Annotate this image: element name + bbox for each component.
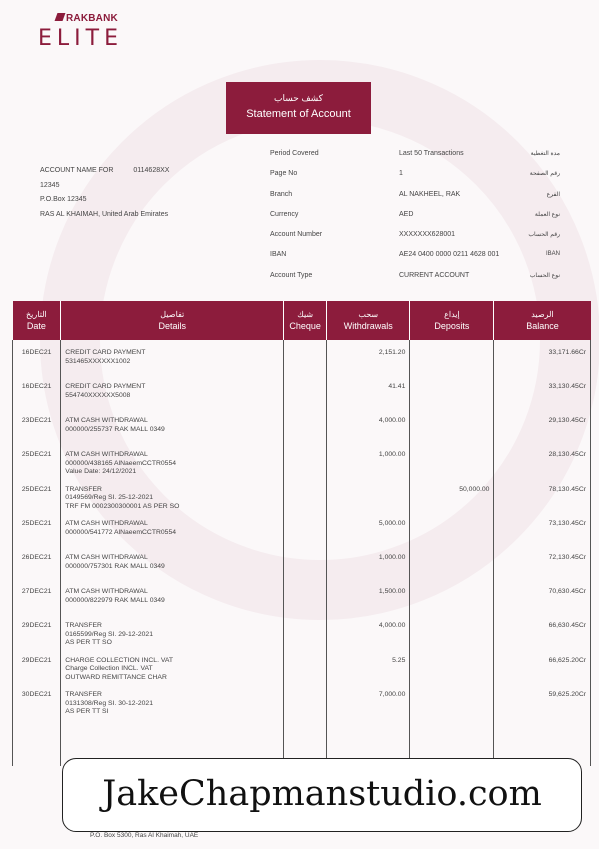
details-line: AS PER TT SO xyxy=(65,639,112,646)
info-label-arabic: نوع العملة xyxy=(534,211,560,218)
cell-withdrawal: 4,000.00 xyxy=(327,613,410,648)
details-line: CHARGE COLLECTION INCL. VAT xyxy=(65,656,174,664)
cell-details xyxy=(61,442,284,477)
cell-cheque xyxy=(284,511,327,545)
info-value: AED xyxy=(399,210,414,218)
cell-date: 27DEC21 xyxy=(13,579,61,613)
cell-details xyxy=(61,340,284,374)
info-row xyxy=(270,211,560,231)
details-line: 000000/757301 RAK MALL 0349 xyxy=(65,562,165,570)
column-header-withdrawals xyxy=(327,301,410,340)
cell-balance: 72,130.45Cr xyxy=(494,545,591,579)
info-label: Page No xyxy=(270,170,298,178)
cell-withdrawal xyxy=(327,477,410,512)
column-header-arabic: إيداع xyxy=(444,310,460,319)
info-label: Currency xyxy=(270,210,299,218)
cell-cheque xyxy=(284,613,327,648)
rakbank-logo: RAKBANK xyxy=(56,13,118,24)
cell-date: 23DEC21 xyxy=(13,408,61,442)
table-row xyxy=(13,408,591,442)
cell-balance: 33,130.45Cr xyxy=(494,374,591,408)
details-line: 000000/438165 AlNaeemCCTR0554 xyxy=(65,459,177,467)
details-line: ATM CASH WITHDRAWAL xyxy=(65,520,148,527)
cell-details xyxy=(61,511,284,545)
cell-details xyxy=(61,545,284,579)
cell-deposit: 50,000.00 xyxy=(410,477,494,512)
info-label-arabic: نوع الحساب xyxy=(529,272,560,279)
info-label-arabic: رقم الحساب xyxy=(528,232,560,239)
details-line: 531465XXXXXX1002 xyxy=(65,357,131,365)
cell-balance: 66,630.45Cr xyxy=(494,613,591,648)
cell-balance: 66,625.20Cr xyxy=(494,648,591,683)
cell-date: 25DEC21 xyxy=(13,511,61,545)
cell-cheque xyxy=(284,340,327,374)
column-header-label: Withdrawals xyxy=(343,321,393,331)
account-info-table xyxy=(270,150,560,292)
account-holder-block xyxy=(40,164,169,222)
table-row xyxy=(13,545,591,579)
cell-balance: 73,130.45Cr xyxy=(494,511,591,545)
cell-deposit xyxy=(410,613,494,648)
info-value: Last 50 Transactions xyxy=(399,150,464,157)
table-row xyxy=(13,682,591,717)
cell-date: 16DEC21 xyxy=(13,374,61,408)
cell-withdrawal: 7,000.00 xyxy=(327,682,410,717)
info-row xyxy=(270,231,560,251)
cell-details xyxy=(61,613,284,648)
table-row xyxy=(13,374,591,408)
details-line: TRANSFER xyxy=(65,691,102,698)
account-address-line: 12345 xyxy=(40,181,60,189)
info-value: AL NAKHEEL, RAK xyxy=(399,190,461,198)
details-line: OUTWARD REMITTANCE CHAR xyxy=(65,673,167,681)
cell-date: 29DEC21 xyxy=(13,613,61,648)
details-line: 554740XXXXXX5008 xyxy=(65,391,131,399)
info-value: XXXXXXX628001 xyxy=(399,231,456,239)
cell-withdrawal: 1,000.00 xyxy=(327,545,410,579)
table-row xyxy=(13,648,591,683)
filler-cell xyxy=(13,717,61,766)
details-line: ATM CASH WITHDRAWAL xyxy=(65,588,148,595)
details-line: 0131308/Reg SI. 30-12-2021 xyxy=(65,699,153,707)
info-value: AE24 0400 0000 0211 4628 001 xyxy=(399,251,500,259)
column-header-date xyxy=(13,301,61,340)
table-row xyxy=(13,613,591,648)
cell-date: 25DEC21 xyxy=(13,477,61,512)
cell-withdrawal: 1,000.00 xyxy=(327,442,410,477)
info-label: IBAN xyxy=(270,251,287,259)
info-label-arabic: مدة التغطية xyxy=(530,151,560,157)
cell-date: 30DEC21 xyxy=(13,682,61,717)
column-header-balance xyxy=(494,301,591,340)
table-row xyxy=(13,340,591,374)
cell-details xyxy=(61,648,284,683)
info-label: Account Type xyxy=(270,271,313,279)
column-header-arabic: الرصيد xyxy=(531,310,554,319)
details-line: TRANSFER xyxy=(65,622,102,629)
account-name-value: 0114628XX xyxy=(133,167,170,174)
cell-cheque xyxy=(284,477,327,512)
details-line: TRANSFER xyxy=(65,485,102,493)
info-row xyxy=(270,272,560,292)
cell-cheque xyxy=(284,579,327,613)
cell-withdrawal: 2,151.20 xyxy=(327,340,410,374)
info-label: Branch xyxy=(270,190,293,198)
details-line: AS PER TT SI xyxy=(65,708,109,715)
watermark-banner: JakeChapmanstudio.com xyxy=(62,758,582,832)
cell-cheque xyxy=(284,648,327,683)
cell-deposit xyxy=(410,545,494,579)
table-row xyxy=(13,442,591,477)
cell-deposit xyxy=(410,579,494,613)
cell-withdrawal: 41.41 xyxy=(327,374,410,408)
table-row xyxy=(13,477,591,512)
rakbank-logo-mark-icon xyxy=(55,13,66,21)
details-line: Value Date: 24/12/2021 xyxy=(65,468,137,475)
cell-deposit xyxy=(410,340,494,374)
info-label-arabic: رقم الصفحة xyxy=(529,171,560,178)
column-header-label: Details xyxy=(158,321,187,331)
info-label: Period Covered xyxy=(270,150,319,157)
info-label-arabic: IBAN xyxy=(545,251,560,258)
cell-balance: 33,171.66Cr xyxy=(494,340,591,374)
cell-date: 16DEC21 xyxy=(13,340,61,374)
account-address-line: RAS AL KHAIMAH, United Arab Emirates xyxy=(40,210,169,218)
statement-title-arabic: كشف حساب xyxy=(274,93,323,103)
cell-withdrawal: 5.25 xyxy=(327,648,410,683)
cell-balance: 78,130.45Cr xyxy=(494,477,591,512)
details-line: Charge Collection INCL. VAT xyxy=(65,665,153,672)
details-line: ATM CASH WITHDRAWAL xyxy=(65,451,148,458)
elite-logo: ELITE xyxy=(38,26,123,51)
cell-withdrawal: 5,000.00 xyxy=(327,511,410,545)
statement-title-box xyxy=(226,82,371,134)
info-value: 1 xyxy=(399,170,403,178)
column-header-deposits xyxy=(410,301,494,340)
details-line: 000000/541772 AlNaeemCCTR0554 xyxy=(65,528,177,536)
column-header-cheque xyxy=(284,301,327,340)
cell-details xyxy=(61,374,284,408)
column-header-arabic: التاريخ xyxy=(26,310,47,319)
info-row xyxy=(270,191,560,211)
account-name-label: ACCOUNT NAME FOR xyxy=(40,167,114,174)
cell-cheque xyxy=(284,374,327,408)
info-row xyxy=(270,170,560,190)
details-line: ATM CASH WITHDRAWAL xyxy=(65,417,148,424)
column-header-label: Deposits xyxy=(434,321,470,331)
transactions-table xyxy=(12,301,591,766)
cell-deposit xyxy=(410,408,494,442)
cell-date: 26DEC21 xyxy=(13,545,61,579)
cell-cheque xyxy=(284,408,327,442)
column-header-details xyxy=(61,301,284,340)
cell-date: 29DEC21 xyxy=(13,648,61,683)
cell-deposit xyxy=(410,682,494,717)
column-header-arabic: سحب xyxy=(358,310,379,319)
cell-balance: 28,130.45Cr xyxy=(494,442,591,477)
footer-address: P.O. Box 5300, Ras Al Khaimah, UAE xyxy=(90,832,199,839)
info-value: CURRENT ACCOUNT xyxy=(399,271,470,279)
cell-withdrawal: 4,000.00 xyxy=(327,408,410,442)
statement-title: Statement of Account xyxy=(246,108,351,120)
cell-date: 25DEC21 xyxy=(13,442,61,477)
account-address-line: P.O.Box 12345 xyxy=(40,196,87,203)
cell-cheque xyxy=(284,442,327,477)
cell-cheque xyxy=(284,545,327,579)
details-line: 000000/822979 RAK MALL 0349 xyxy=(65,596,165,604)
details-line: 0149569/Reg SI. 25-12-2021 xyxy=(65,494,153,501)
cell-balance: 29,130.45Cr xyxy=(494,408,591,442)
details-line: 0165599/Reg SI. 29-12-2021 xyxy=(65,630,153,638)
cell-withdrawal: 1,500.00 xyxy=(327,579,410,613)
column-header-label: Cheque xyxy=(289,321,321,331)
details-line: TRF FM 0002300300001 AS PER SO xyxy=(65,502,180,510)
details-line: 000000/255737 RAK MALL 0349 xyxy=(65,425,165,433)
cell-deposit xyxy=(410,511,494,545)
details-line: ATM CASH WITHDRAWAL xyxy=(65,554,148,561)
details-line: CREDIT CARD PAYMENT xyxy=(65,383,146,390)
transactions-header-row xyxy=(13,301,591,340)
info-label: Account Number xyxy=(270,231,323,239)
cell-balance: 59,625.20Cr xyxy=(494,682,591,717)
cell-details xyxy=(61,682,284,717)
column-header-label: Date xyxy=(26,321,46,331)
info-label-arabic: الفرع xyxy=(546,191,560,198)
info-row xyxy=(270,150,560,170)
column-header-arabic: تفاصيل xyxy=(160,310,185,319)
column-header-arabic: شيك xyxy=(297,310,314,319)
details-line: CREDIT CARD PAYMENT xyxy=(65,349,146,356)
cell-cheque xyxy=(284,682,327,717)
cell-deposit xyxy=(410,648,494,683)
cell-balance: 70,630.45Cr xyxy=(494,579,591,613)
table-row xyxy=(13,579,591,613)
info-row xyxy=(270,251,560,271)
cell-deposit xyxy=(410,374,494,408)
cell-details xyxy=(61,579,284,613)
cell-deposit xyxy=(410,442,494,477)
column-header-label: Balance xyxy=(526,321,559,331)
table-row xyxy=(13,511,591,545)
cell-details xyxy=(61,408,284,442)
cell-details xyxy=(61,477,284,512)
